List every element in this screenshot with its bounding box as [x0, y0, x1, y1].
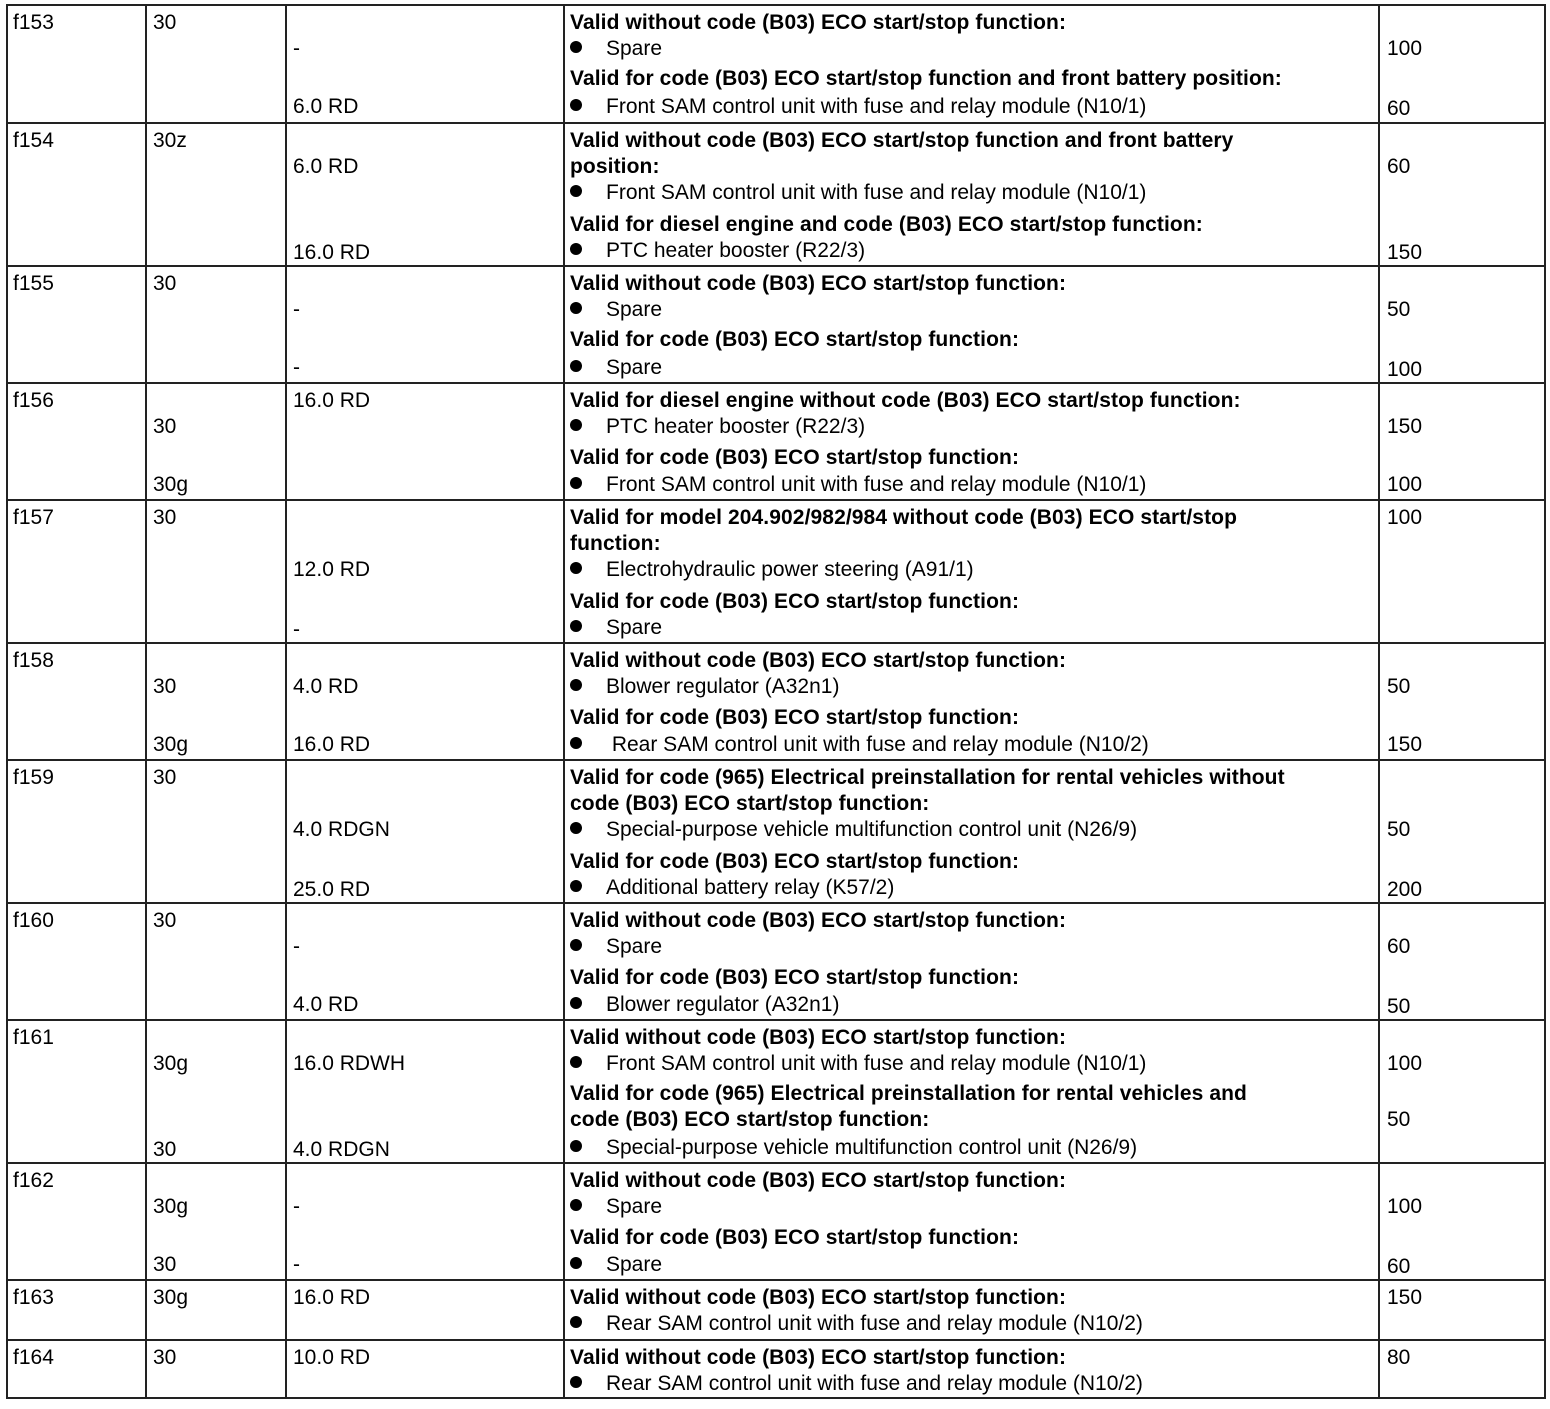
validity-heading: Valid without code (B03) ECO start/stop function: [570, 1346, 1067, 1369]
validity-heading: Valid without code (B03) ECO start/stop function and front battery [570, 129, 1234, 152]
fuse-rating: 50 [1387, 298, 1411, 321]
fuse-row [6, 382, 1546, 499]
column-divider [285, 1021, 287, 1162]
wire-spec: 16.0 RD [293, 1286, 371, 1309]
bullet-icon [570, 1257, 582, 1269]
fuse-row [6, 1339, 1546, 1399]
bullet-icon [570, 243, 582, 255]
column-divider [145, 644, 147, 759]
fuse-id: f159 [13, 766, 54, 789]
bullet-icon [570, 1140, 582, 1152]
wire-spec: 10.0 RD [293, 1346, 371, 1369]
validity-heading: Valid without code (B03) ECO start/stop function: [570, 272, 1067, 295]
column-divider [285, 644, 287, 759]
validity-heading: Valid without code (B03) ECO start/stop function: [570, 1286, 1067, 1309]
column-divider [1378, 1021, 1380, 1162]
fuse-rating: 50 [1387, 818, 1411, 841]
consumer-item [570, 180, 1146, 206]
terminal: 30 [153, 766, 177, 789]
column-divider [145, 1281, 147, 1339]
terminal: 30 [153, 272, 177, 295]
consumer-item [570, 817, 1137, 843]
consumer-item [570, 615, 662, 641]
column-divider [1378, 384, 1380, 499]
fuse-id: f156 [13, 389, 54, 412]
bullet-icon [570, 99, 582, 111]
validity-heading: Valid without code (B03) ECO start/stop function: [570, 1026, 1067, 1049]
bullet-icon [570, 1199, 582, 1211]
consumer-label: Front SAM control unit with fuse and relay module (N10/1) [606, 1052, 1147, 1075]
consumer-item [570, 297, 662, 323]
column-divider [285, 384, 287, 499]
consumer-label: Additional battery relay (K57/2) [606, 876, 895, 899]
consumer-item [570, 1194, 662, 1220]
wire-spec: - [293, 356, 300, 379]
validity-heading: code (B03) ECO start/stop function: [570, 1108, 930, 1131]
terminal: 30g [153, 1195, 189, 1218]
consumer-item [570, 1371, 1143, 1397]
validity-heading: Valid for code (B03) ECO start/stop function and front battery position: [570, 67, 1282, 90]
fuse-id: f153 [13, 11, 54, 34]
wire-spec: 4.0 RDGN [293, 818, 390, 841]
consumer-label: Spare [606, 298, 663, 321]
column-divider [145, 501, 147, 642]
column-divider [285, 6, 287, 122]
column-divider [1378, 644, 1380, 759]
bullet-icon [570, 1056, 582, 1068]
consumer-item [570, 94, 1146, 120]
fuse-rating: 200 [1387, 878, 1423, 901]
column-divider [1378, 1281, 1380, 1339]
terminal: 30 [153, 415, 177, 438]
fuse-rating: 150 [1387, 733, 1423, 756]
column-divider [285, 501, 287, 642]
fuse-rating: 80 [1387, 1346, 1411, 1369]
consumer-label: PTC heater booster (R22/3) [606, 415, 866, 438]
consumer-label: PTC heater booster (R22/3) [606, 239, 866, 262]
validity-heading: function: [570, 532, 661, 555]
wire-spec: 16.0 RD [293, 733, 371, 756]
wire-spec: - [293, 935, 300, 958]
consumer-label: Special-purpose vehicle multifunction control unit (N26/9) [606, 818, 1138, 841]
validity-heading: Valid for code (965) Electrical preinstallation for rental vehicles and [570, 1082, 1247, 1105]
column-divider [1378, 124, 1380, 265]
validity-heading: Valid for code (B03) ECO start/stop function: [570, 590, 1020, 613]
wire-spec: 16.0 RDWH [293, 1052, 406, 1075]
fuse-rating: 50 [1387, 1108, 1411, 1131]
bullet-icon [570, 997, 582, 1009]
consumer-label: Rear SAM control unit with fuse and relay module (N10/2) [606, 1312, 1143, 1335]
column-divider [1378, 761, 1380, 902]
consumer-item [570, 1051, 1146, 1077]
fuse-rating: 100 [1387, 358, 1423, 381]
fuse-id: f164 [13, 1346, 54, 1369]
validity-heading: Valid without code (B03) ECO start/stop function: [570, 909, 1067, 932]
terminal: 30 [153, 11, 177, 34]
column-divider [563, 267, 565, 382]
bullet-icon [570, 1376, 582, 1388]
column-divider [1378, 6, 1380, 122]
validity-heading: Valid for diesel engine without code (B03) ECO start/stop function: [570, 389, 1241, 412]
consumer-item [570, 36, 662, 62]
column-divider [145, 6, 147, 122]
fuse-rating: 100 [1387, 37, 1423, 60]
terminal: 30g [153, 1286, 189, 1309]
fuse-row [6, 902, 1546, 1019]
validity-heading: Valid for code (B03) ECO start/stop function: [570, 850, 1020, 873]
wire-spec: - [293, 1253, 300, 1276]
fuse-rating: 100 [1387, 473, 1423, 496]
consumer-item [570, 992, 839, 1018]
fuse-id: f157 [13, 506, 54, 529]
fuse-row [6, 4, 1546, 122]
column-divider [563, 124, 565, 265]
column-divider [285, 1341, 287, 1397]
consumer-item [570, 1252, 662, 1278]
column-divider [563, 904, 565, 1019]
fuse-id: f161 [13, 1026, 54, 1049]
column-divider [1378, 1164, 1380, 1279]
column-divider [285, 761, 287, 902]
bullet-icon [570, 41, 582, 53]
terminal: 30g [153, 733, 189, 756]
consumer-item [570, 1135, 1137, 1161]
column-divider [1378, 501, 1380, 642]
column-divider [285, 1281, 287, 1339]
consumer-item [570, 355, 662, 381]
column-divider [145, 1341, 147, 1397]
fuse-rating: 60 [1387, 1255, 1411, 1278]
terminal: 30 [153, 909, 177, 932]
validity-heading: Valid for code (B03) ECO start/stop function: [570, 328, 1020, 351]
fuse-row [6, 642, 1546, 759]
fuse-id: f154 [13, 129, 54, 152]
consumer-label: Blower regulator (A32n1) [606, 993, 840, 1016]
consumer-label: Spare [606, 935, 663, 958]
fuse-id: f160 [13, 909, 54, 932]
consumer-label: Front SAM control unit with fuse and relay module (N10/1) [606, 95, 1147, 118]
consumer-label: Spare [606, 1195, 663, 1218]
wire-spec: - [293, 37, 300, 60]
validity-heading: Valid without code (B03) ECO start/stop function: [570, 1169, 1067, 1192]
fuse-rating: 50 [1387, 995, 1411, 1018]
bullet-icon [570, 419, 582, 431]
validity-heading: Valid for code (965) Electrical preinstallation for rental vehicles without [570, 766, 1285, 789]
fuse-row [6, 1162, 1546, 1279]
terminal: 30z [153, 129, 187, 152]
column-divider [563, 6, 565, 122]
terminal: 30g [153, 473, 189, 496]
fuse-rating: 150 [1387, 1286, 1423, 1309]
column-divider [563, 384, 565, 499]
terminal: 30g [153, 1052, 189, 1075]
wire-spec: 6.0 RD [293, 95, 359, 118]
terminal: 30 [153, 675, 177, 698]
wire-spec: 16.0 RD [293, 241, 371, 264]
consumer-label: Blower regulator (A32n1) [606, 675, 840, 698]
wire-spec: 4.0 RD [293, 993, 359, 1016]
column-divider [285, 267, 287, 382]
consumer-label: Electrohydraulic power steering (A91/1) [606, 558, 974, 581]
validity-heading: Valid without code (B03) ECO start/stop function: [570, 649, 1067, 672]
column-divider [563, 644, 565, 759]
wire-spec: 16.0 RD [293, 389, 371, 412]
wire-spec: - [293, 618, 300, 641]
column-divider [285, 1164, 287, 1279]
terminal: 30 [153, 1253, 177, 1276]
fuse-rating: 60 [1387, 97, 1411, 120]
wire-spec: 4.0 RD [293, 675, 359, 698]
consumer-item [570, 674, 839, 700]
consumer-label: Front SAM control unit with fuse and relay module (N10/1) [606, 181, 1147, 204]
validity-heading: Valid for diesel engine and code (B03) ECO start/stop function: [570, 213, 1203, 236]
bullet-icon [570, 562, 582, 574]
terminal: 30 [153, 1346, 177, 1369]
column-divider [285, 904, 287, 1019]
consumer-item [570, 875, 894, 901]
column-divider [1378, 1341, 1380, 1397]
bullet-icon [570, 880, 582, 892]
column-divider [563, 1164, 565, 1279]
validity-heading: Valid for code (B03) ECO start/stop function: [570, 446, 1020, 469]
validity-heading: position: [570, 155, 660, 178]
consumer-label: Rear SAM control unit with fuse and relay module (N10/2) [606, 733, 1149, 756]
bullet-icon [570, 822, 582, 834]
wire-spec: 6.0 RD [293, 155, 359, 178]
bullet-icon [570, 185, 582, 197]
column-divider [145, 761, 147, 902]
consumer-label: Rear SAM control unit with fuse and relay module (N10/2) [606, 1372, 1143, 1395]
wire-spec: 4.0 RDGN [293, 1138, 390, 1161]
consumer-item [570, 934, 662, 960]
bullet-icon [570, 302, 582, 314]
column-divider [1378, 267, 1380, 382]
fuse-rating: 150 [1387, 241, 1423, 264]
column-divider [563, 1281, 565, 1339]
fuse-rating: 50 [1387, 675, 1411, 698]
wire-spec: - [293, 1195, 300, 1218]
consumer-item [570, 732, 1149, 758]
terminal: 30 [153, 506, 177, 529]
consumer-item [570, 472, 1146, 498]
fuse-rating: 100 [1387, 506, 1423, 529]
column-divider [563, 1021, 565, 1162]
column-divider [563, 1341, 565, 1397]
bullet-icon [570, 360, 582, 372]
fuse-row [6, 499, 1546, 642]
validity-heading: Valid without code (B03) ECO start/stop function: [570, 11, 1067, 34]
fuse-row [6, 1019, 1546, 1162]
consumer-label: Spare [606, 356, 663, 379]
column-divider [563, 761, 565, 902]
consumer-item [570, 414, 865, 440]
consumer-label: Spare [606, 1253, 663, 1276]
column-divider [145, 267, 147, 382]
validity-heading: Valid for code (B03) ECO start/stop function: [570, 966, 1020, 989]
fuse-rating: 100 [1387, 1052, 1423, 1075]
column-divider [563, 501, 565, 642]
fuse-id: f162 [13, 1169, 54, 1192]
validity-heading: Valid for code (B03) ECO start/stop function: [570, 706, 1020, 729]
fuse-id: f163 [13, 1286, 54, 1309]
column-divider [145, 384, 147, 499]
fuse-rating: 150 [1387, 415, 1423, 438]
fuse-id: f158 [13, 649, 54, 672]
terminal: 30 [153, 1138, 177, 1161]
fuse-rating: 100 [1387, 1195, 1423, 1218]
fuse-id: f155 [13, 272, 54, 295]
bullet-icon [570, 737, 582, 749]
consumer-label: Spare [606, 37, 663, 60]
validity-heading: code (B03) ECO start/stop function: [570, 792, 930, 815]
consumer-label: Front SAM control unit with fuse and relay module (N10/1) [606, 473, 1147, 496]
consumer-item [570, 238, 865, 264]
fuse-row [6, 759, 1546, 902]
consumer-label: Special-purpose vehicle multifunction control unit (N26/9) [606, 1136, 1138, 1159]
column-divider [145, 1164, 147, 1279]
wire-spec: 12.0 RD [293, 558, 371, 581]
fuse-row [6, 265, 1546, 382]
bullet-icon [570, 1316, 582, 1328]
column-divider [145, 124, 147, 265]
column-divider [1378, 904, 1380, 1019]
fuse-row [6, 1279, 1546, 1339]
bullet-icon [570, 620, 582, 632]
column-divider [145, 904, 147, 1019]
column-divider [145, 1021, 147, 1162]
consumer-item [570, 557, 974, 583]
fuse-row [6, 122, 1546, 265]
column-divider [285, 124, 287, 265]
bullet-icon [570, 679, 582, 691]
validity-heading: Valid for code (B03) ECO start/stop function: [570, 1226, 1020, 1249]
validity-heading: Valid for model 204.902/982/984 without code (B03) ECO start/stop [570, 506, 1238, 529]
consumer-label: Spare [606, 616, 663, 639]
bullet-icon [570, 477, 582, 489]
wire-spec: 25.0 RD [293, 878, 371, 901]
bullet-icon [570, 939, 582, 951]
wire-spec: - [293, 298, 300, 321]
fuse-rating: 60 [1387, 155, 1411, 178]
fuse-rating: 60 [1387, 935, 1411, 958]
consumer-item [570, 1311, 1143, 1337]
